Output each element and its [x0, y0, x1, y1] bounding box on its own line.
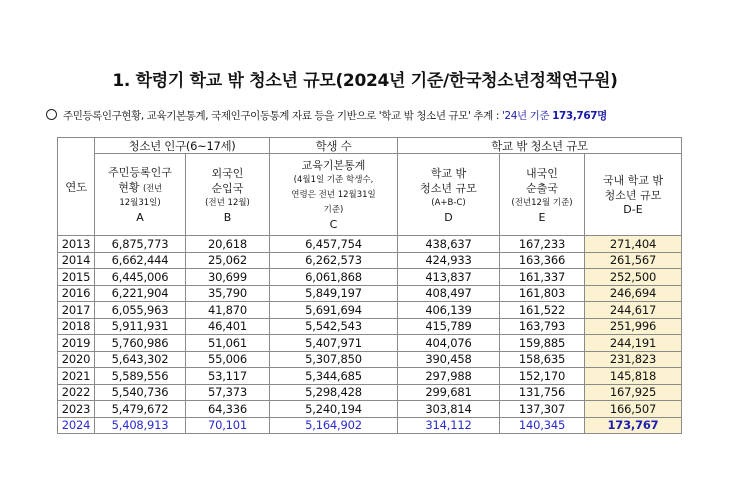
cell-a: 5,643,302 [95, 351, 186, 368]
table-row [58, 236, 682, 253]
cell-b: 57,373 [186, 384, 270, 401]
out-of-school-youth-table [57, 137, 682, 434]
cell-c: 5,164,902 [270, 417, 398, 434]
cell-e: 158,635 [500, 351, 585, 368]
cell-c: 5,849,197 [270, 285, 398, 302]
cell-c: 5,240,194 [270, 401, 398, 418]
header-col-d-note: (A+B-C) [431, 197, 466, 208]
cell-year: 2017 [58, 302, 95, 319]
cell-a: 5,479,672 [95, 401, 186, 418]
table-row [58, 269, 682, 286]
cell-c: 6,061,868 [270, 269, 398, 286]
cell-a: 5,760,986 [95, 335, 186, 352]
header-year: 연도 [58, 138, 95, 236]
cell-b: 55,006 [186, 351, 270, 368]
table-row [58, 252, 682, 269]
header-col-a-line2-wrap [95, 180, 185, 196]
header-col-a-note1: (전년 [142, 184, 162, 194]
header-col-b-note: (전년 12월) [205, 197, 250, 208]
cell-e: 137,307 [500, 401, 585, 418]
cell-c: 5,542,543 [270, 318, 398, 335]
cell-year: 2023 [58, 401, 95, 418]
cell-d: 299,681 [398, 384, 500, 401]
cell-de: 231,823 [585, 351, 682, 368]
header-col-e-note: (전년12월 기준) [511, 197, 573, 208]
cell-b: 53,117 [186, 368, 270, 385]
cell-e: 161,522 [500, 302, 585, 319]
cell-c: 6,262,573 [270, 252, 398, 269]
header-col-a-line2: 현황 [118, 181, 140, 194]
cell-a: 6,662,444 [95, 252, 186, 269]
cell-e: 163,366 [500, 252, 585, 269]
cell-de: 173,767 [585, 417, 682, 434]
cell-e: 131,756 [500, 384, 585, 401]
header-col-d-line2: 청소년 규모 [420, 181, 477, 195]
header-col-e-letter: E [538, 210, 546, 224]
cell-c: 5,298,428 [270, 384, 398, 401]
cell-c: 6,457,754 [270, 236, 398, 253]
header-col-d-letter: D [444, 210, 453, 224]
header-col-d-line1: 학교 밖 [430, 166, 467, 180]
cell-e: 161,337 [500, 269, 585, 286]
header-group-population: 청소년 인구(6~17세) [95, 138, 270, 154]
header-col-c-line1: 교육기본통계 [301, 159, 366, 172]
cell-de: 261,567 [585, 252, 682, 269]
header-col-d [398, 154, 500, 236]
cell-de: 271,404 [585, 236, 682, 253]
cell-d: 413,837 [398, 269, 500, 286]
header-group-out-of-school: 학교 밖 청소년 규모 [398, 138, 682, 154]
table-body [58, 236, 682, 434]
table-row [58, 302, 682, 319]
cell-d: 390,458 [398, 351, 500, 368]
cell-a: 6,055,963 [95, 302, 186, 319]
table-row [58, 368, 682, 385]
header-col-c-note2: 연령은 전년 12월31일 [291, 190, 376, 200]
cell-de: 244,617 [585, 302, 682, 319]
cell-de: 246,694 [585, 285, 682, 302]
cell-d: 297,988 [398, 368, 500, 385]
cell-e: 163,793 [500, 318, 585, 335]
cell-de: 252,500 [585, 269, 682, 286]
header-group-students: 학생 수 [270, 138, 398, 154]
cell-de: 244,191 [585, 335, 682, 352]
cell-b: 64,336 [186, 401, 270, 418]
cell-de: 251,996 [585, 318, 682, 335]
header-col-e [500, 154, 585, 236]
cell-e: 140,345 [500, 417, 585, 434]
table-row [58, 351, 682, 368]
table-row [58, 401, 682, 418]
cell-de: 166,507 [585, 401, 682, 418]
document-title: 1. 학령기 학교 밖 청소년 규모(2024년 기준/한국청소년정책연구원) [112, 71, 618, 91]
cell-e: 161,803 [500, 285, 585, 302]
header-col-e-line2: 순출국 [526, 181, 558, 195]
cell-c: 5,307,850 [270, 351, 398, 368]
table-row [58, 335, 682, 352]
table-row [58, 384, 682, 401]
cell-de: 145,818 [585, 368, 682, 385]
cell-a: 5,589,556 [95, 368, 186, 385]
header-col-de-line1: 국내 학교 밖 [602, 174, 664, 187]
header-col-c-letter: C [329, 218, 338, 231]
cell-b: 35,790 [186, 285, 270, 302]
header-col-c [270, 154, 398, 236]
cell-year: 2024 [58, 417, 95, 434]
table-row [58, 417, 682, 434]
highlight-prefix: '24년 기준 [501, 110, 550, 122]
table-row [58, 285, 682, 302]
cell-de: 167,925 [585, 384, 682, 401]
cell-b: 51,061 [186, 335, 270, 352]
cell-c: 5,691,694 [270, 302, 398, 319]
table-row [58, 318, 682, 335]
highlight-value: 173,767명 [552, 110, 607, 122]
cell-year: 2019 [58, 335, 95, 352]
header-col-b-line2: 순입국 [211, 181, 244, 195]
cell-year: 2015 [58, 269, 95, 286]
header-col-de-line2: 청소년 규모 [604, 189, 662, 202]
cell-year: 2021 [58, 368, 95, 385]
description-highlight [502, 110, 607, 122]
circle-bullet-icon [46, 109, 57, 120]
cell-a: 5,408,913 [95, 417, 186, 434]
header-col-c-note1: (4월1일 기준 학생수, [293, 175, 374, 185]
cell-d: 415,789 [398, 318, 500, 335]
cell-d: 404,076 [398, 335, 500, 352]
header-col-a-letter: A [136, 211, 144, 224]
description-line [46, 108, 607, 123]
header-col-c-note3: 기준) [323, 205, 344, 215]
cell-d: 303,814 [398, 401, 500, 418]
cell-a: 6,445,006 [95, 269, 186, 286]
cell-c: 5,344,685 [270, 368, 398, 385]
cell-a: 6,875,773 [95, 236, 186, 253]
cell-year: 2020 [58, 351, 95, 368]
cell-a: 5,911,931 [95, 318, 186, 335]
cell-e: 159,885 [500, 335, 585, 352]
cell-d: 408,497 [398, 285, 500, 302]
cell-e: 167,233 [500, 236, 585, 253]
header-col-b-line1: 외국인 [211, 166, 244, 180]
cell-b: 70,101 [186, 417, 270, 434]
header-col-e-line1: 내국인 [526, 166, 558, 180]
cell-b: 25,062 [186, 252, 270, 269]
cell-year: 2022 [58, 384, 95, 401]
cell-year: 2018 [58, 318, 95, 335]
description-text: 주민등록인구현황, 교육기본통계, 국제인구이동통계 자료 등을 기반으로 '학교 밖 청소년 규모' 추계 : [62, 110, 499, 122]
cell-a: 6,221,904 [95, 285, 186, 302]
cell-b: 46,401 [186, 318, 270, 335]
header-col-b-letter: B [223, 210, 232, 224]
cell-e: 152,170 [500, 368, 585, 385]
header-col-b [186, 154, 270, 236]
cell-b: 30,699 [186, 269, 270, 286]
header-col-de-letter: D-E [623, 203, 643, 216]
cell-d: 424,933 [398, 252, 500, 269]
cell-year: 2016 [58, 285, 95, 302]
cell-d: 314,112 [398, 417, 500, 434]
cell-year: 2013 [58, 236, 95, 253]
cell-year: 2014 [58, 252, 95, 269]
cell-a: 5,540,736 [95, 384, 186, 401]
cell-b: 20,618 [186, 236, 270, 253]
header-col-a-note2: 12월31일) [119, 198, 161, 208]
header-col-de [585, 154, 682, 236]
cell-c: 5,407,971 [270, 335, 398, 352]
cell-b: 41,870 [186, 302, 270, 319]
header-col-a-line1: 주민등록인구 [108, 166, 172, 179]
header-col-a [95, 154, 186, 236]
cell-d: 438,637 [398, 236, 500, 253]
cell-d: 406,139 [398, 302, 500, 319]
